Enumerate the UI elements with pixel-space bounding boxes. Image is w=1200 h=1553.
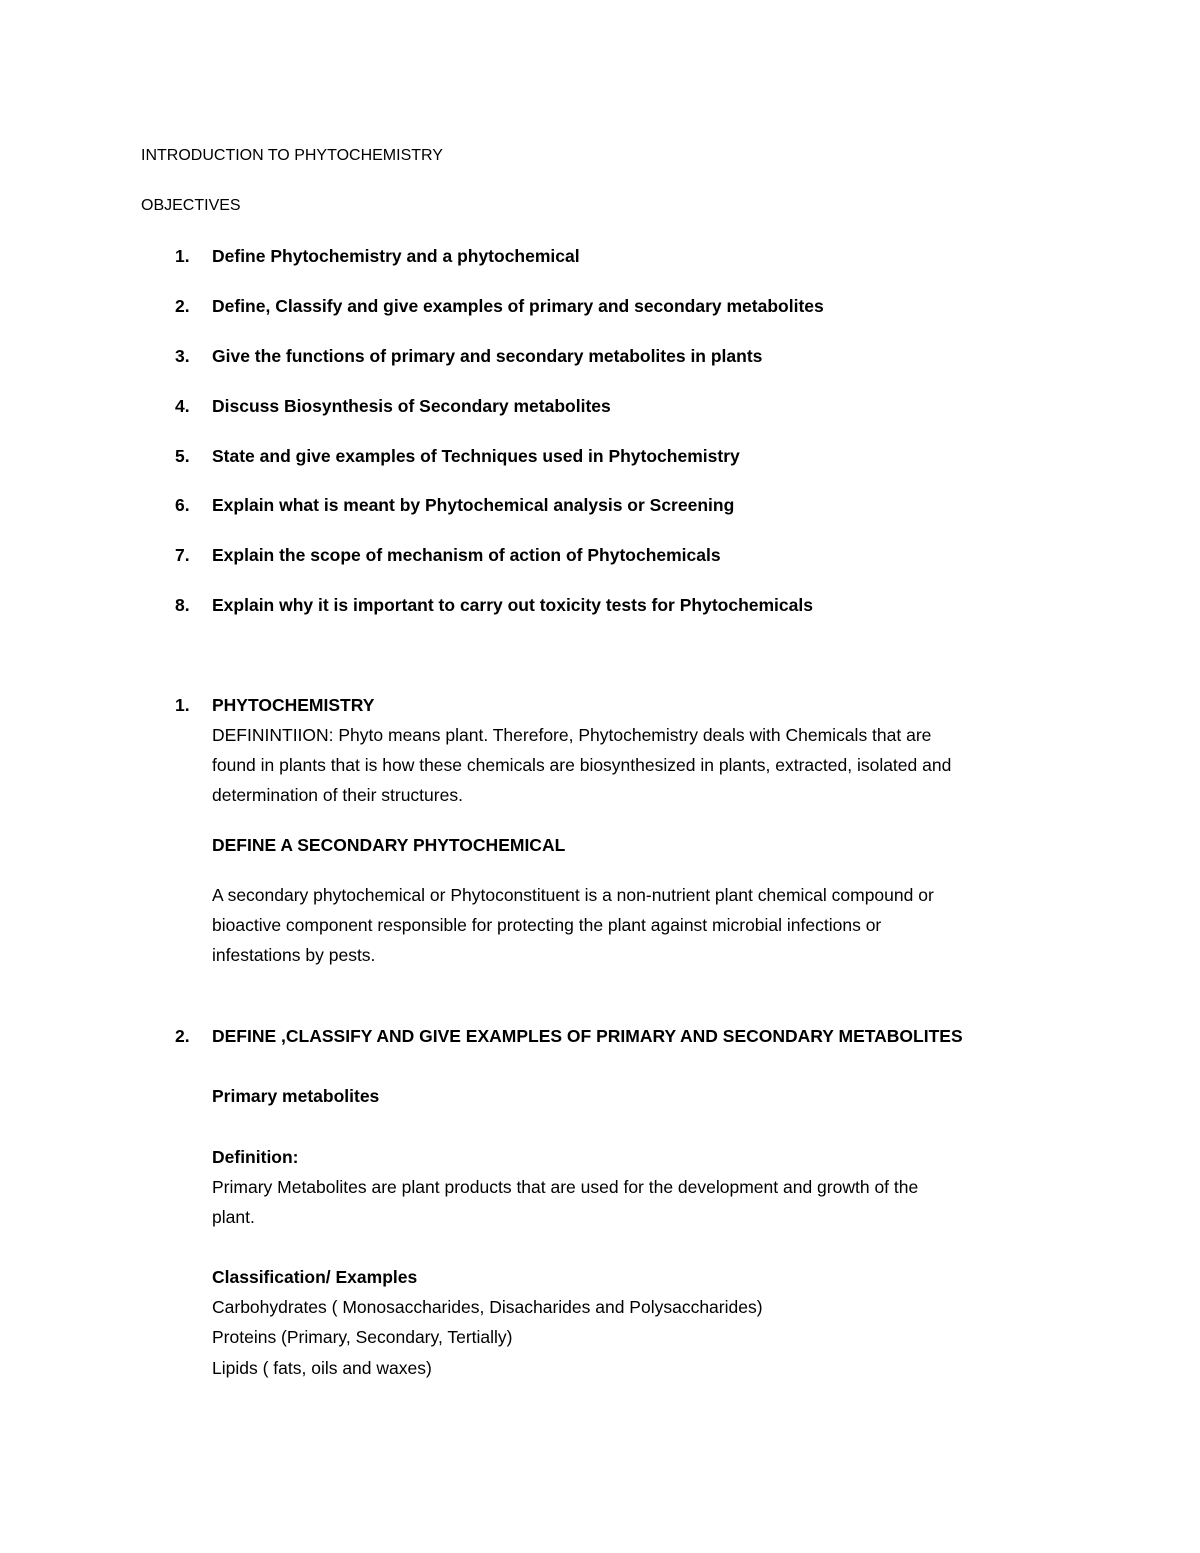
definition-label: Definition: <box>212 1147 299 1167</box>
section-heading: DEFINE ,CLASSIFY AND GIVE EXAMPLES OF PRIMARY AND SECONDARY METABOLITES <box>212 1026 963 1046</box>
section-number: 2. <box>175 1026 190 1046</box>
objective-item: Explain what is meant by Phytochemical analysis or Screening <box>212 495 735 515</box>
objective-item: Define Phytochemistry and a phytochemical <box>212 246 580 266</box>
objective-number: 3. <box>175 346 190 366</box>
document-title: INTRODUCTION TO PHYTOCHEMISTRY <box>141 147 443 164</box>
objective-item: Give the functions of primary and secondary metabolites in plants <box>212 346 763 366</box>
classification-label: Classification/ Examples <box>212 1267 418 1287</box>
objective-number: 2. <box>175 296 190 316</box>
objective-number: 5. <box>175 446 190 466</box>
objective-number: 4. <box>175 396 190 416</box>
objective-item: State and give examples of Techniques used in Phytochemistry <box>212 446 740 466</box>
paragraph-line: found in plants that is how these chemicals are biosynthesized in plants, extracted, isolated and <box>212 755 952 775</box>
paragraph-line: A secondary phytochemical or Phytoconstituent is a non-nutrient plant chemical compound or <box>212 885 934 905</box>
objective-item: Define, Classify and give examples of primary and secondary metabolites <box>212 296 824 316</box>
objective-number: 1. <box>175 246 190 266</box>
paragraph-line: infestations by pests. <box>212 945 376 965</box>
objective-item: Explain why it is important to carry out toxicity tests for Phytochemicals <box>212 595 813 615</box>
objective-number: 7. <box>175 545 190 565</box>
objective-item: Explain the scope of mechanism of action of Phytochemicals <box>212 545 721 565</box>
paragraph-line: bioactive component responsible for protecting the plant against microbial infections or <box>212 915 882 935</box>
classification-item: Carbohydrates ( Monosaccharides, Disacharides and Polysaccharides) <box>212 1297 763 1317</box>
paragraph-line: determination of their structures. <box>212 785 463 805</box>
paragraph-line: DEFININTIION: Phyto means plant. Therefore, Phytochemistry deals with Chemicals that are <box>212 725 932 745</box>
paragraph-line: plant. <box>212 1207 255 1227</box>
section-number: 1. <box>175 695 190 715</box>
classification-item: Lipids ( fats, oils and waxes) <box>212 1358 432 1378</box>
objectives-heading: OBJECTIVES <box>141 197 241 214</box>
objective-number: 6. <box>175 495 190 515</box>
classification-item: Proteins (Primary, Secondary, Tertially) <box>212 1327 513 1347</box>
subsection-heading: Primary metabolites <box>212 1086 380 1106</box>
objective-number: 8. <box>175 595 190 615</box>
section-heading: PHYTOCHEMISTRY <box>212 695 375 715</box>
paragraph-line: Primary Metabolites are plant products that are used for the development and growth of the <box>212 1177 919 1197</box>
subsection-heading: DEFINE A SECONDARY PHYTOCHEMICAL <box>212 835 566 855</box>
objective-item: Discuss Biosynthesis of Secondary metabolites <box>212 396 611 416</box>
